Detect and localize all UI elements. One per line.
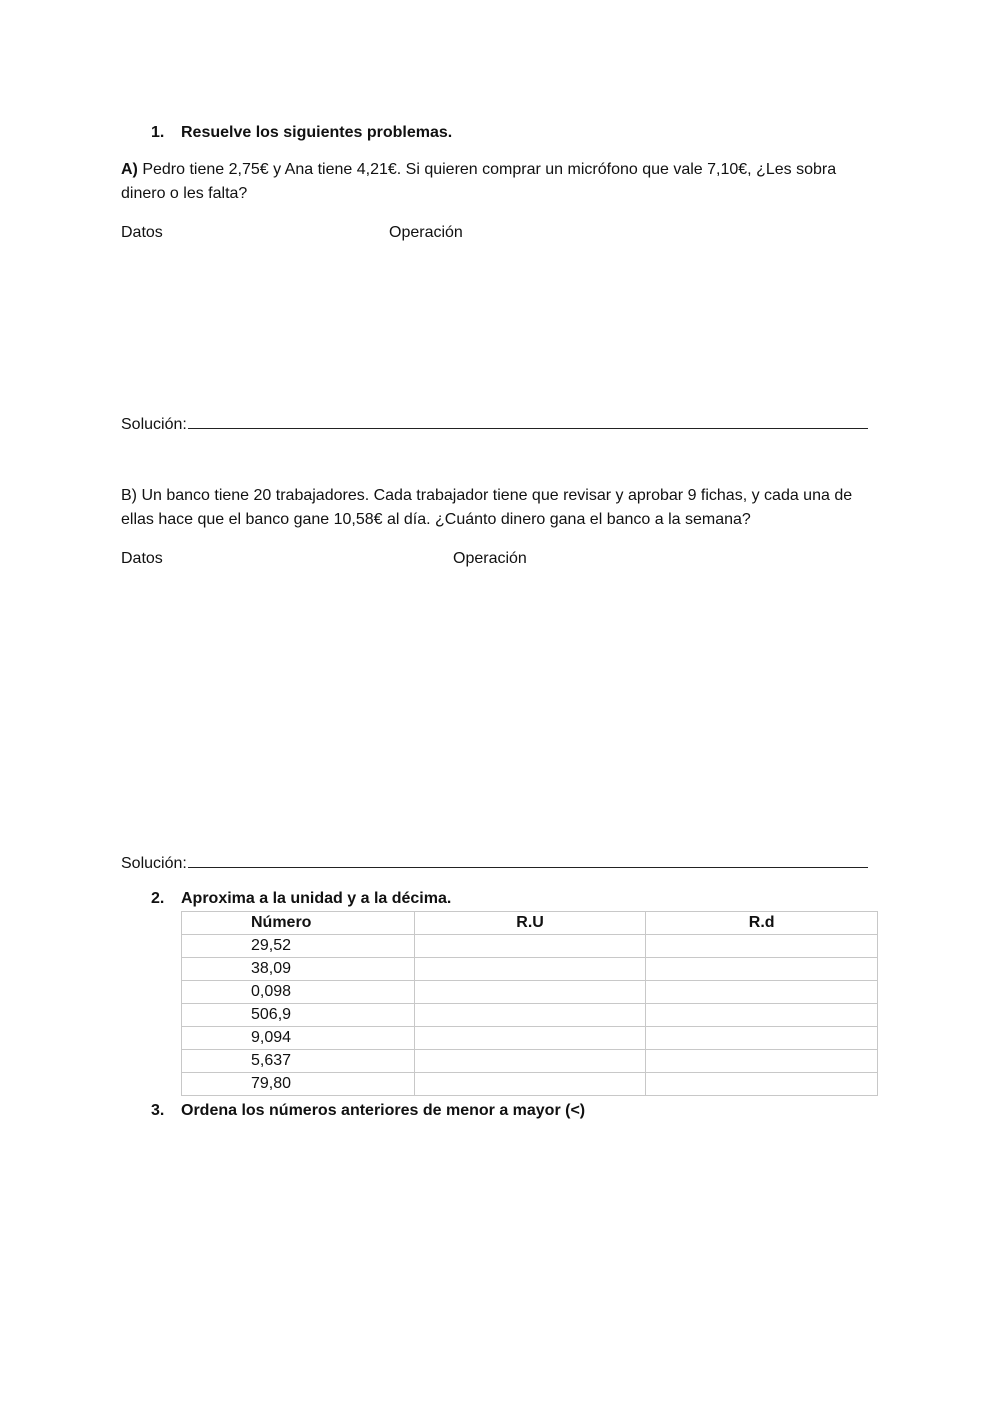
number-cell: 506,9 — [182, 1004, 415, 1027]
ru-answer-cell[interactable] — [414, 958, 646, 981]
number-cell: 38,09 — [182, 958, 415, 981]
problem-b-statement: B) Un banco tiene 20 trabajadores. Cada trabajador tiene que revisar y aprobar 9 fichas, y cada una de ellas hace que el banco gane 10,58€ al día. ¿Cuánto dinero gana el banco a la semana? — [121, 487, 853, 528]
rd-answer-cell[interactable] — [646, 1027, 878, 1050]
table-row — [182, 981, 878, 1004]
rd-answer-cell[interactable] — [646, 935, 878, 958]
ru-answer-cell[interactable] — [414, 1004, 646, 1027]
header-ru: R.U — [414, 912, 646, 935]
rd-answer-cell[interactable] — [646, 1004, 878, 1027]
table-row — [182, 1004, 878, 1027]
rd-answer-cell[interactable] — [646, 981, 878, 1004]
section-2-title: Aproxima a la unidad y a la décima. — [181, 890, 452, 907]
section-1-title: Resuelve los siguientes problemas. — [181, 124, 453, 141]
section-1-heading — [151, 124, 452, 142]
table-header-row — [182, 912, 878, 935]
problem-b-solution — [121, 851, 868, 873]
problem-b-answer-line[interactable] — [188, 851, 868, 868]
problem-a-datos-label: Datos — [121, 224, 163, 241]
number-cell: 29,52 — [182, 935, 415, 958]
problem-a-operacion-label: Operación — [389, 224, 463, 241]
number-cell: 0,098 — [182, 981, 415, 1004]
table-row — [182, 1027, 878, 1050]
ru-answer-cell[interactable] — [414, 981, 646, 1004]
rd-answer-cell[interactable] — [646, 1073, 878, 1096]
ru-answer-cell[interactable] — [414, 935, 646, 958]
number-cell: 5,637 — [182, 1050, 415, 1073]
ru-answer-cell[interactable] — [414, 1073, 646, 1096]
ru-answer-cell[interactable] — [414, 1050, 646, 1073]
problem-a-solution — [121, 412, 868, 434]
problem-a-text: Pedro tiene 2,75€ y Ana tiene 4,21€. Si quieren comprar un micrófono que vale 7,10€, ¿Les sobra dinero o les falta? — [121, 161, 837, 202]
section-3-number: 3. — [151, 1102, 165, 1119]
header-numero: Número — [182, 912, 415, 935]
problem-b-datos-label: Datos — [121, 550, 163, 567]
problem-a-label: A) — [121, 161, 138, 178]
section-2-heading — [151, 890, 451, 908]
table-row — [182, 1050, 878, 1073]
number-cell: 79,80 — [182, 1073, 415, 1096]
problem-a-answer-line[interactable] — [188, 412, 868, 429]
problem-a-statement — [121, 158, 881, 206]
number-cell: 9,094 — [182, 1027, 415, 1050]
section-2-number: 2. — [151, 890, 165, 907]
ru-answer-cell[interactable] — [414, 1027, 646, 1050]
table-row — [182, 935, 878, 958]
table-row — [182, 1073, 878, 1096]
rd-answer-cell[interactable] — [646, 1050, 878, 1073]
rounding-table — [181, 911, 878, 1096]
problem-b-operacion-label: Operación — [453, 550, 527, 567]
problem-b-solucion-label: Solución: — [121, 855, 187, 872]
rd-answer-cell[interactable] — [646, 958, 878, 981]
table-row — [182, 958, 878, 981]
section-3-title: Ordena los números anteriores de menor a mayor (<) — [181, 1102, 586, 1119]
header-rd: R.d — [646, 912, 878, 935]
section-1-number: 1. — [151, 124, 165, 141]
section-3-heading — [151, 1102, 585, 1120]
problem-a-solucion-label: Solución: — [121, 416, 187, 433]
